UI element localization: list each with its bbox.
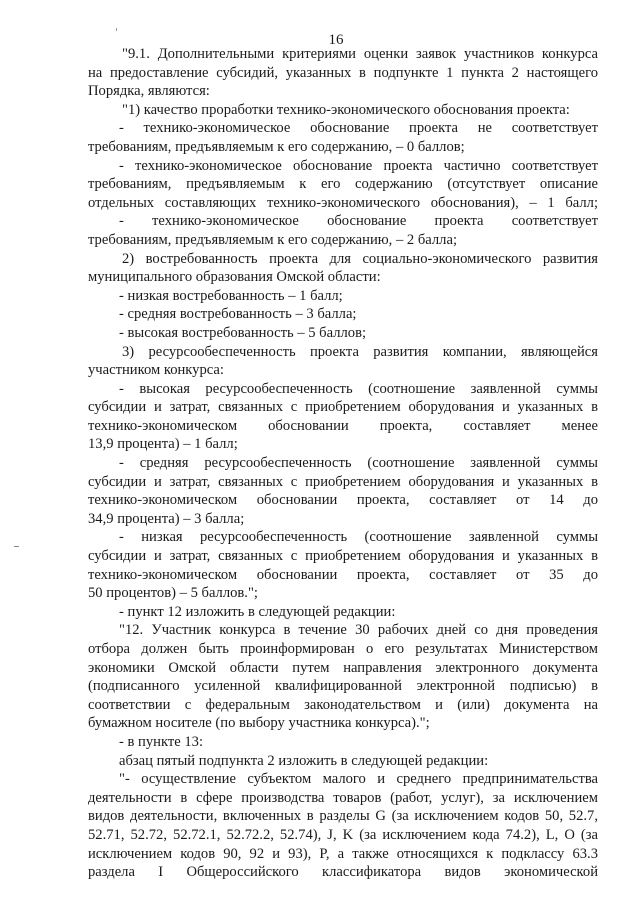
text-line: (подписанного усиленной квалифицированной электронной подписью) в bbox=[88, 678, 598, 695]
text-line: - средняя ресурсообеспеченность (соотношение заявленной суммы bbox=[119, 455, 598, 472]
text-line: участником конкурса: bbox=[88, 362, 224, 379]
text-line: - технико-экономическое обоснование проекта не соответствует bbox=[119, 120, 598, 137]
scan-speck bbox=[116, 28, 117, 31]
text-line: - низкая востребованность – 1 балл; bbox=[119, 287, 343, 304]
text-line: соответствии с федеральным законодательством и (или) документа на bbox=[88, 696, 598, 713]
text-line: субсидии и затрат, связанных с приобретением оборудования и указанных в bbox=[88, 399, 598, 416]
text-line: отбора должен быть проинформирован о его результатах Министерством bbox=[88, 641, 598, 657]
text-line: видов деятельности, включенных в разделы G (за исключением кодов 50, 52.7, bbox=[88, 808, 598, 825]
text-line: - низкая ресурсообеспеченность (соотношение заявленной суммы bbox=[119, 529, 598, 546]
text-line: 3) ресурсообеспеченность проекта развития компании, являющейся bbox=[122, 343, 598, 360]
text-line: экономики Омской области путем направления электронного документа bbox=[88, 659, 598, 676]
text-line: - пункт 12 изложить в следующей редакции: bbox=[119, 603, 396, 620]
text-line: абзац пятый подпункта 2 изложить в следующей редакции: bbox=[119, 752, 489, 769]
text-line: 13,9 процента) – 1 балл; bbox=[88, 436, 238, 453]
text-line: 52.71, 52.72, 52.72.1, 52.72.2, 52.74), J, K (за исключением кода 74.2), L, O (за bbox=[88, 826, 598, 843]
text-line: "12. Участник конкурса в течение 30 рабочих дней со дня проведения bbox=[119, 622, 598, 639]
text-line: "1) качество проработки технико-экономического обоснования проекта: bbox=[122, 101, 570, 118]
text-line: деятельности в сфере производства товаров (работ, услуг), за исключением bbox=[88, 789, 598, 806]
text-line: бумажном носителе (по выбору участника конкурса)."; bbox=[88, 715, 430, 732]
page-number: 16 bbox=[328, 32, 344, 48]
text-line: требованиям, предъявляемым к его содержанию (отсутствует описание bbox=[88, 176, 598, 193]
text-line: 2) востребованность проекта для социально-экономического развития bbox=[122, 250, 598, 267]
text-line: "9.1. Дополнительными критериями оценки заявок участников конкурса bbox=[122, 46, 598, 62]
text-line: исключением кодов 90, 92 и 93), P, а также относящихся к подклассу 63.3 bbox=[88, 845, 598, 862]
text-line: технико-экономическом обосновании проекта, составляет менее bbox=[88, 417, 598, 434]
text-line: - технико-экономическое обоснование проекта частично соответствует bbox=[119, 157, 598, 174]
text-line: требованиям, предъявляемым к его содержанию, – 0 баллов; bbox=[88, 138, 465, 155]
text-line: - технико-экономическое обоснование проекта соответствует bbox=[119, 213, 598, 230]
text-line: субсидии и затрат, связанных с приобретением оборудования и указанных в bbox=[88, 473, 598, 490]
text-line: технико-экономическом обосновании проекта, составляет от 14 до bbox=[88, 492, 598, 509]
text-line: раздела I Общероссийского классификатора видов экономической bbox=[88, 864, 598, 881]
text-line: - высокая ресурсообеспеченность (соотношение заявленной суммы bbox=[119, 380, 598, 397]
text-line: технико-экономическом обосновании проекта, составляет от 35 до bbox=[88, 566, 598, 583]
text-line: отдельных составляющих технико-экономического обоснования), – 1 балл; bbox=[88, 194, 598, 211]
text-line: на предоставление субсидий, указанных в подпункте 1 пункта 2 настоящего bbox=[88, 64, 598, 81]
text-line: субсидии и затрат, связанных с приобретением оборудования и указанных в bbox=[88, 548, 598, 565]
text-line: требованиям, предъявляемым к его содержанию, – 2 балла; bbox=[88, 231, 457, 248]
text-line: 50 процентов) – 5 баллов."; bbox=[88, 585, 258, 602]
text-line: муниципального образования Омской области: bbox=[88, 269, 381, 286]
text-line: - в пункте 13: bbox=[119, 733, 204, 750]
text-line: "- осуществление субъектом малого и среднего предпринимательства bbox=[119, 771, 598, 788]
text-line: Порядка, являются: bbox=[88, 83, 210, 100]
text-line: - средняя востребованность – 3 балла; bbox=[119, 306, 357, 323]
text-line: - высокая востребованность – 5 баллов; bbox=[119, 324, 367, 341]
text-line: 34,9 процента) – 3 балла; bbox=[88, 510, 245, 527]
margin-mark bbox=[14, 546, 19, 547]
document-body bbox=[88, 45, 598, 882]
